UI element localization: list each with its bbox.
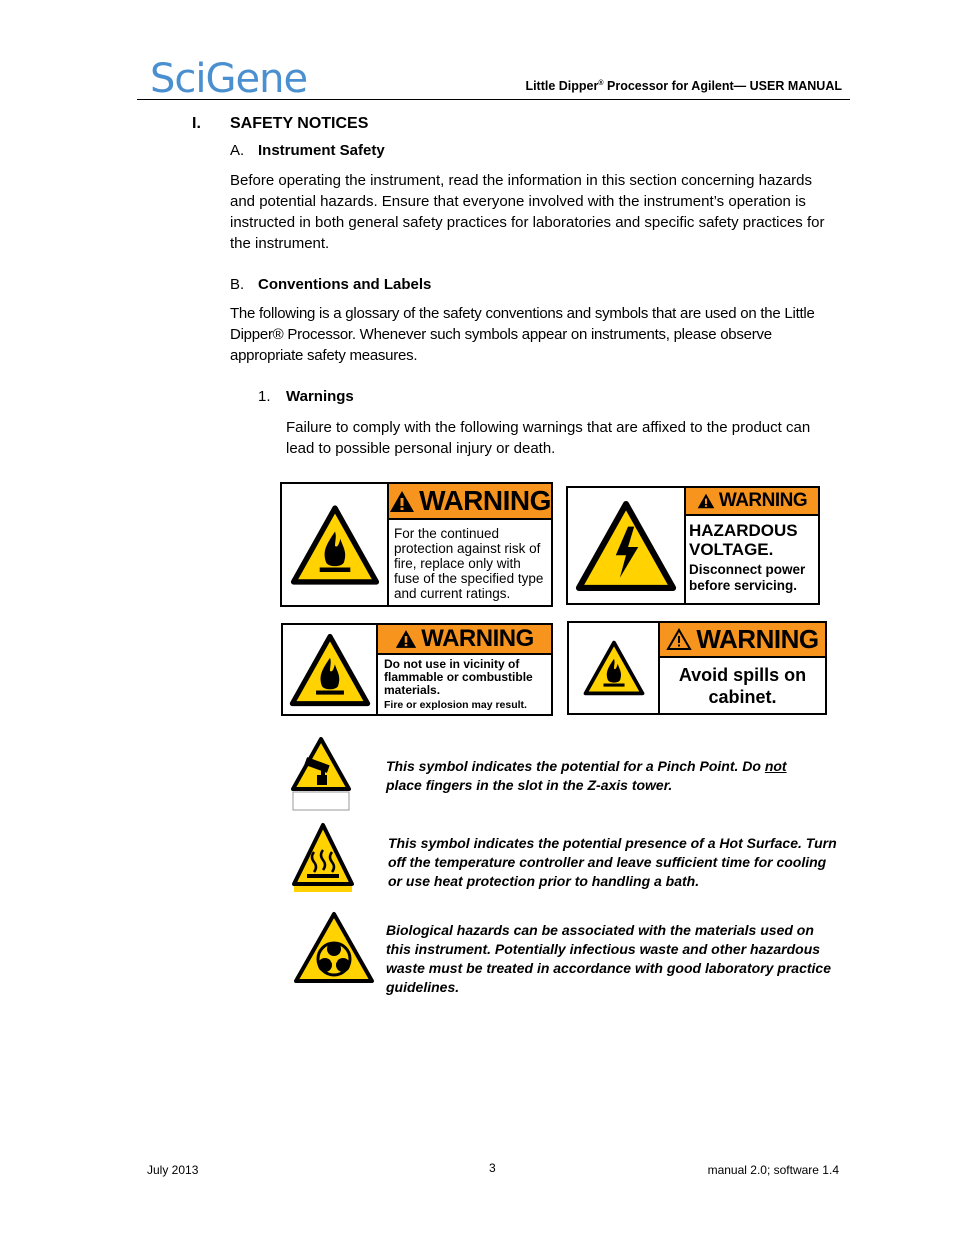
sub-a-letter: A. (230, 142, 245, 159)
hazardous-text: HAZARDOUS (689, 521, 798, 540)
warning-triangle-icon (697, 493, 715, 509)
warning-triangle-icon (666, 628, 692, 651)
warning-header: WARNING (686, 488, 818, 516)
pinch-point-icon (291, 737, 351, 818)
avoid-spills-warning-label (567, 621, 827, 715)
header-title: Little Dipper® Processor for Agilent— USER MANUAL (525, 79, 842, 93)
footer-version: manual 2.0; software 1.4 (707, 1163, 839, 1177)
explosion-text: Fire or explosion may result. (384, 699, 527, 711)
section-number: I. (192, 115, 201, 132)
flammable-warning-label (281, 623, 553, 716)
sub-b-letter: B. (230, 276, 245, 293)
warning-header: WARNING (378, 625, 551, 655)
avoid-spills-text: Avoid spills on cabinet. (678, 665, 807, 707)
fire-hazard-icon (283, 625, 378, 714)
fire-hazard-icon (282, 484, 389, 605)
header-rule (137, 99, 850, 100)
sub-a-title: Instrument Safety (258, 142, 385, 159)
section-title: SAFETY NOTICES (230, 115, 369, 132)
warning-triangle-icon (389, 490, 415, 513)
scigene-logo: SciGene (150, 56, 308, 102)
pinch-point-text: This symbol indicates the potential for a Pinch Point. Do not place fingers in the slot in the Z-axis tower. (386, 758, 787, 793)
instrument-safety-text: Before operating the instrument, read the information in this section concerning hazards and potential hazards. Ensure that everyone involved with the instrument’s operation is instructed in both general safety practices for laboratories and specific safety practices for the instrument. (230, 172, 825, 252)
voltage-text: VOLTAGE. (689, 540, 774, 559)
hot-surface-text: This symbol indicates the potential presence of a Hot Surface. Turn off the temperature controller and leave sufficient time for cooling or use heat protection prior to handling a bath. (388, 835, 837, 889)
page-number: 3 (489, 1161, 496, 1175)
warning-triangle-icon (395, 629, 417, 649)
fire-fuse-warning-label (280, 482, 553, 607)
fire-fuse-text: For the continued protection against risk of fire, replace only with fuse of the specified type and current ratings. (394, 526, 544, 601)
hazardous-voltage-warning-label (566, 486, 820, 605)
warning-header: WARNING (660, 623, 825, 658)
flammable-text: Do not use in vicinity of flammable or combustible materials. (384, 657, 533, 697)
footer-date: July 2013 (147, 1163, 199, 1177)
conventions-text: The following is a glossary of the safety conventions and symbols that are used on the Little Dipper® Processor. Whenever such symbols appear on instruments, please observe appropriate safety measures. (230, 305, 815, 364)
fire-hazard-icon (569, 623, 660, 713)
warning-header: WARNING (389, 484, 551, 520)
hot-surface-icon (291, 822, 355, 899)
biohazard-icon (293, 911, 375, 990)
biohazard-text: Biological hazards can be associated with the materials used on this instrument. Potentially infectious waste and other hazardous waste must be treated in accordance with good laboratory practice guidelines. (386, 922, 832, 995)
electric-shock-icon (568, 488, 686, 603)
warnings-number: 1. (258, 388, 271, 405)
warnings-text: Failure to comply with the following warnings that are affixed to the product can lead to possible personal injury or death. (286, 419, 811, 457)
disconnect-text: Disconnect power before servicing. (689, 562, 806, 593)
warnings-title: Warnings (286, 388, 354, 405)
sub-b-title: Conventions and Labels (258, 276, 432, 293)
